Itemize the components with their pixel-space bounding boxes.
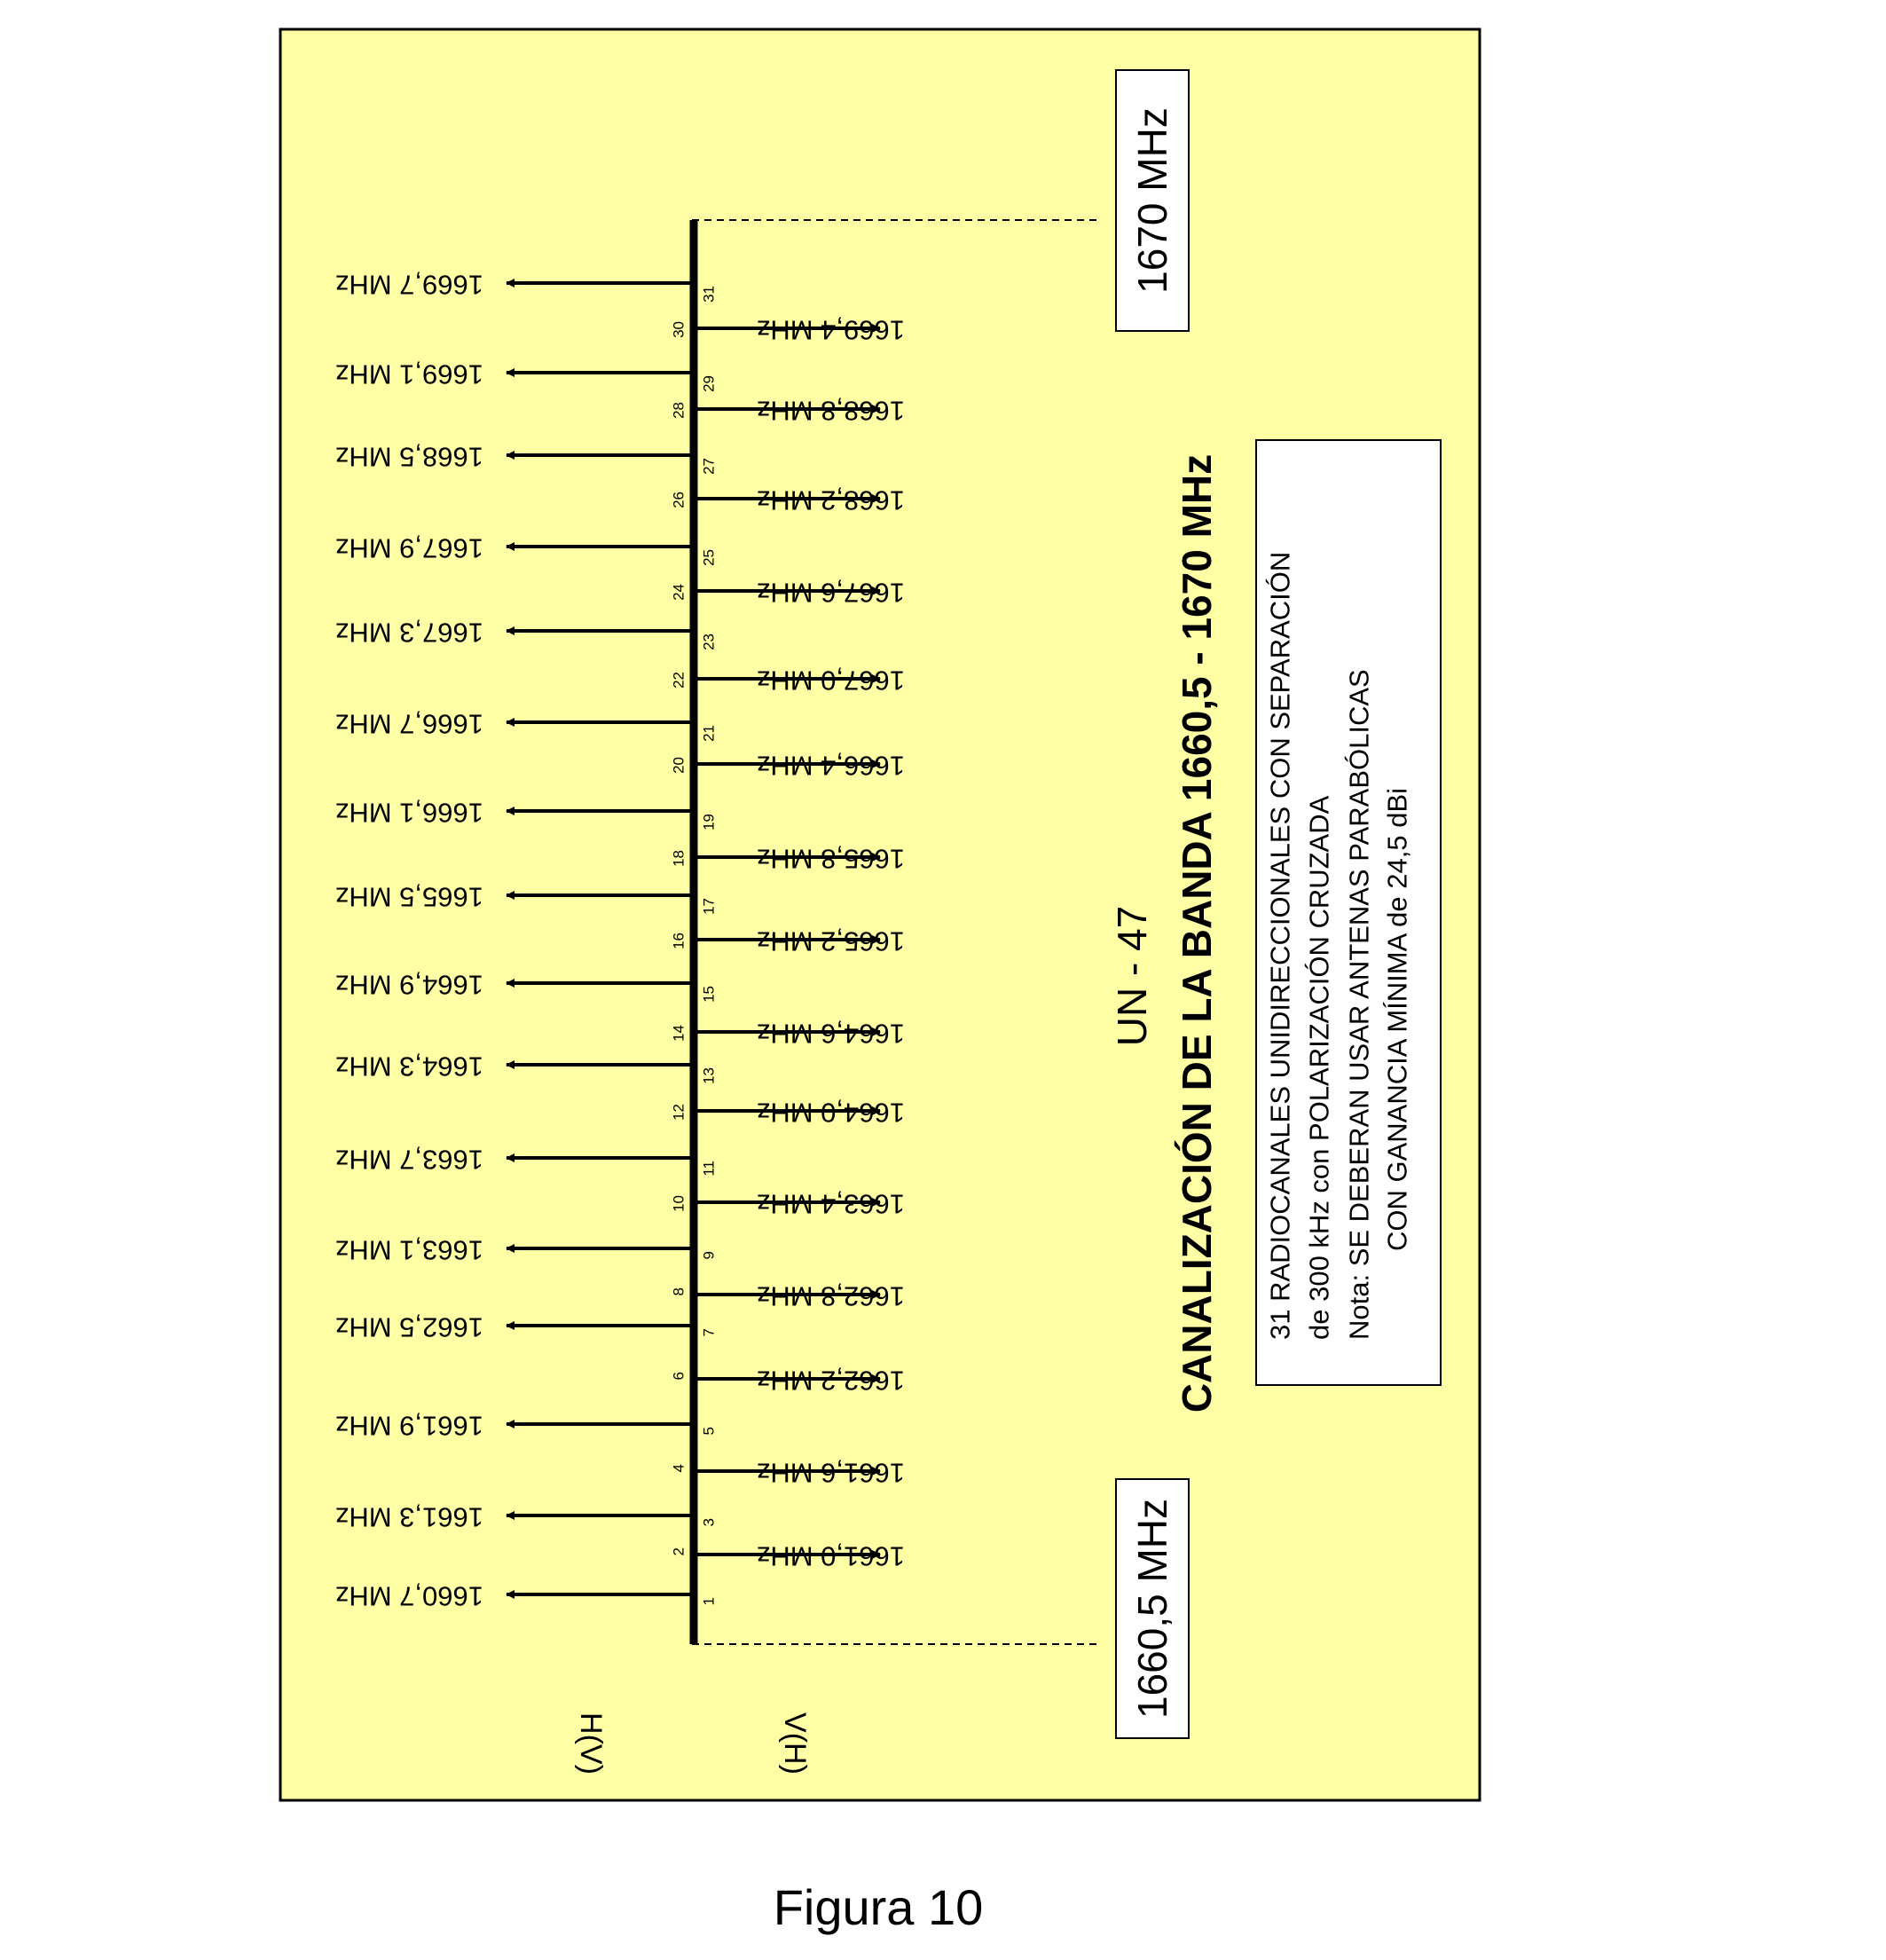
note-line-3: Nota: SE DEBERAN USAR ANTENAS PARABÓLICAS — [1343, 669, 1375, 1340]
channel-number: 5 — [700, 1427, 718, 1436]
channel-number: 31 — [700, 286, 718, 303]
plan-title: CANALIZACIÓN DE LA BANDA 1660,5 - 1670 MHz — [1174, 453, 1220, 1413]
channel-frequency-label: 1664,0 MHz — [756, 1097, 905, 1129]
channel-frequency-label: 1666,1 MHz — [334, 797, 483, 829]
channel-frequency-label: 1662,8 MHz — [756, 1280, 905, 1312]
channel-number: 24 — [670, 584, 688, 601]
channel-frequency-label: 1668,5 MHz — [334, 441, 483, 473]
channel-frequency-label: 1668,2 MHz — [756, 484, 905, 516]
channel-frequency-label: 1667,0 MHz — [756, 665, 905, 697]
channel-frequency-label: 1662,5 MHz — [334, 1311, 483, 1343]
note-line-2: de 300 kHz con POLARIZACIÓN CRUZADA — [1303, 795, 1335, 1340]
channel-number: 10 — [670, 1195, 688, 1212]
channel-frequency-label: 1664,6 MHz — [756, 1018, 905, 1050]
channel-frequency-label: 1665,8 MHz — [756, 843, 905, 875]
channel-number: 28 — [670, 402, 688, 419]
channel-number: 11 — [700, 1161, 718, 1177]
channel-number: 7 — [700, 1328, 718, 1337]
channel-number: 6 — [670, 1372, 688, 1381]
channel-frequency-label: 1668,8 MHz — [756, 395, 905, 427]
channel-number: 19 — [700, 814, 718, 830]
polarization-right-label: V(H) — [778, 1712, 812, 1775]
channel-number: 8 — [670, 1287, 688, 1296]
channel-number: 25 — [700, 549, 718, 566]
channel-number: 26 — [670, 492, 688, 508]
band-start-label: 1660,5 MHz — [1129, 1498, 1175, 1720]
channel-number: 2 — [670, 1547, 688, 1556]
note-line-4: CON GANANCIA MÍNIMA de 24,5 dBi — [1381, 787, 1413, 1251]
channel-frequency-label: 1660,7 MHz — [334, 1580, 483, 1612]
channel-number: 9 — [700, 1251, 718, 1260]
channel-number: 13 — [700, 1067, 718, 1084]
channel-frequency-label: 1664,9 MHz — [334, 969, 483, 1001]
channel-number: 18 — [670, 850, 688, 867]
channel-frequency-label: 1667,9 MHz — [334, 532, 483, 564]
note-line-1: 31 RADIOCANALES UNIDIRECCIONALES CON SEPARACIÓN — [1264, 551, 1296, 1340]
channel-frequency-label: 1665,5 MHz — [334, 881, 483, 913]
channel-number: 14 — [670, 1025, 688, 1042]
channel-number: 3 — [700, 1518, 718, 1527]
channel-number: 12 — [670, 1104, 688, 1121]
channel-number: 21 — [700, 725, 718, 742]
channel-number: 22 — [670, 672, 688, 689]
channel-number: 15 — [700, 986, 718, 1003]
channel-frequency-label: 1661,6 MHz — [756, 1457, 905, 1489]
channel-frequency-label: 1669,4 MHz — [756, 314, 905, 346]
channel-frequency-label: 1663,4 MHz — [756, 1188, 905, 1220]
channel-frequency-label: 1665,2 MHz — [756, 925, 905, 957]
channel-frequency-label: 1667,3 MHz — [334, 617, 483, 649]
channel-number: 4 — [670, 1464, 688, 1473]
channel-frequency-label: 1666,4 MHz — [756, 750, 905, 782]
channel-frequency-label: 1669,1 MHz — [334, 358, 483, 390]
channel-number: 20 — [670, 757, 688, 774]
polarization-left-label: H(V) — [574, 1712, 608, 1775]
channel-frequency-label: 1661,0 MHz — [756, 1540, 905, 1572]
channel-number: 29 — [700, 375, 718, 392]
channel-frequency-label: 1661,3 MHz — [334, 1501, 483, 1533]
plan-code: UN - 47 — [1109, 905, 1155, 1047]
channel-frequency-label: 1663,7 MHz — [334, 1144, 483, 1176]
channel-number: 17 — [700, 898, 718, 915]
channel-frequency-label: 1662,2 MHz — [756, 1365, 905, 1397]
channel-number: 30 — [670, 321, 688, 338]
figure-caption: Figura 10 — [773, 1879, 984, 1935]
band-end-label: 1670 MHz — [1129, 107, 1175, 294]
channel-frequency-label: 1666,7 MHz — [334, 708, 483, 740]
channel-frequency-label: 1661,9 MHz — [334, 1410, 483, 1442]
channel-frequency-label: 1663,1 MHz — [334, 1234, 483, 1266]
channel-frequency-label: 1664,3 MHz — [334, 1051, 483, 1082]
channel-number: 1 — [700, 1597, 718, 1606]
channel-frequency-label: 1669,7 MHz — [334, 269, 483, 301]
channel-number: 16 — [670, 933, 688, 949]
channel-number: 27 — [700, 458, 718, 475]
channel-frequency-label: 1667,6 MHz — [756, 577, 905, 609]
channel-number: 23 — [700, 634, 718, 650]
